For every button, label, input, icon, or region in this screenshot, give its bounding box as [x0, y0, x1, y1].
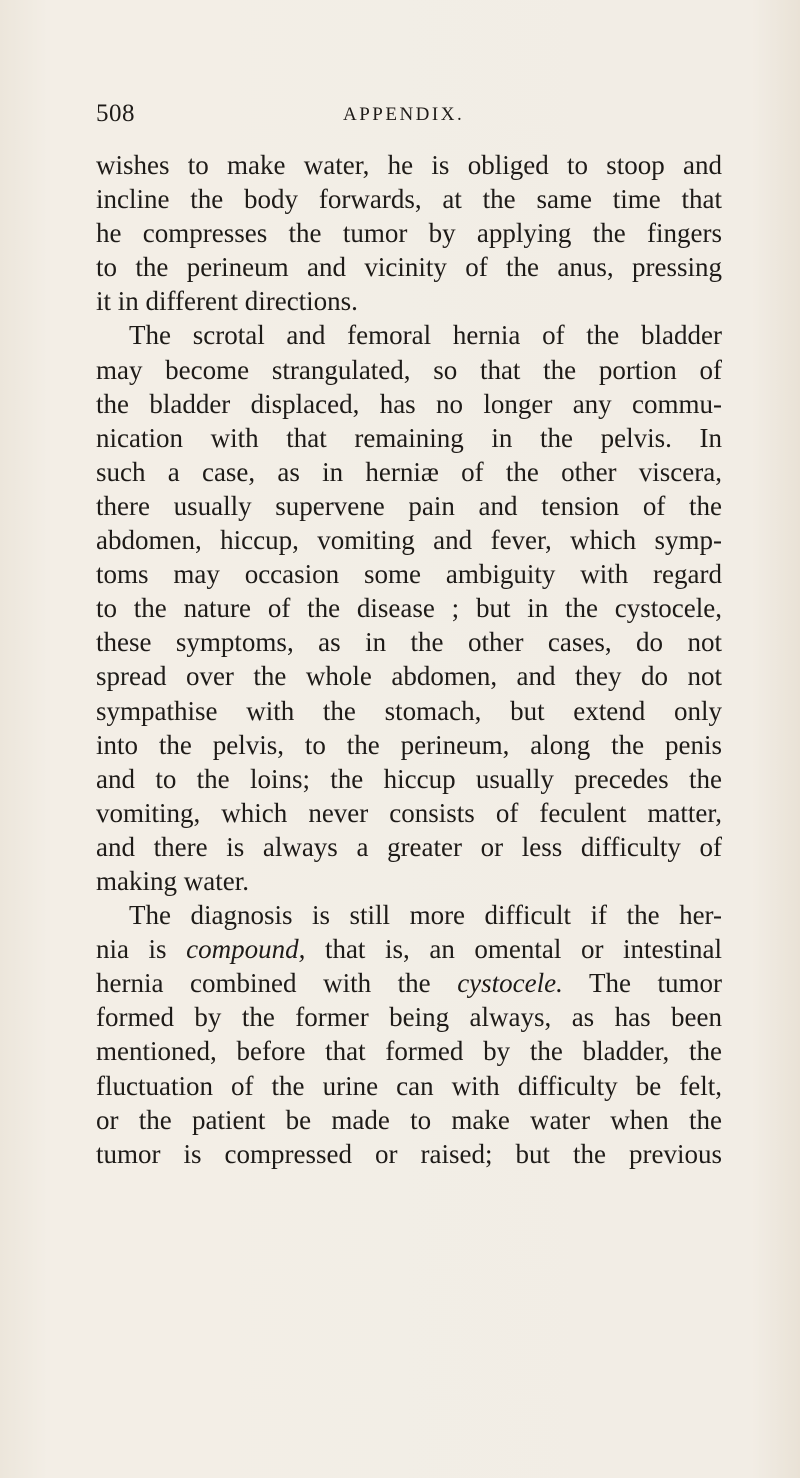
text-line: fluctuation of the urine can with difficulty be felt, — [96, 1070, 722, 1101]
text-line: there usually supervene pain and tension of the — [96, 490, 722, 521]
text-line — [96, 932, 722, 966]
text-line: The diagnosis is still more difficult if the her- — [129, 900, 722, 931]
text-line: or the patient be made to make water when the — [96, 1104, 722, 1135]
text-line: these symptoms, as in the other cases, do not — [96, 627, 722, 658]
text-line: the bladder displaced, has no longer any commu- — [96, 388, 722, 419]
text-line: and there is always a greater or less difficulty of — [96, 831, 722, 862]
italic-term: compound, — [186, 934, 306, 965]
text-segment: hernia combined with the — [96, 968, 458, 999]
text-line: incline the body forwards, at the same time that — [96, 184, 722, 215]
text-line: vomiting, which never consists of feculent matter, — [96, 797, 722, 828]
text-line: it in different directions. — [96, 286, 358, 317]
text-line: The scrotal and femoral hernia of the bladder — [129, 320, 722, 351]
text-line: and to the loins; the hiccup usually precedes the — [96, 763, 722, 794]
text-segment: that is, an omental or intestinal — [305, 934, 722, 965]
italic-term: cystocele. — [457, 968, 563, 999]
page-header — [96, 100, 722, 136]
text-line: spread over the whole abdomen, and they do not — [96, 661, 722, 692]
running-head: APPENDIX. — [343, 104, 465, 125]
text-line: abdomen, hiccup, vomiting and fever, which symp- — [96, 525, 722, 556]
body-text — [96, 148, 722, 1171]
text-segment: nia is — [96, 934, 187, 965]
text-line: making water. — [96, 865, 249, 896]
text-line: he compresses the tumor by applying the fingers — [96, 218, 722, 249]
text-line: to the perineum and vicinity of the anus, pressing — [96, 252, 722, 283]
text-line: toms may occasion some ambiguity with regard — [96, 559, 722, 590]
text-line: nication with that remaining in the pelvis. In — [96, 422, 722, 453]
text-line: mentioned, before that formed by the bladder, the — [96, 1036, 722, 1067]
text-line: sympathise with the stomach, but extend only — [96, 695, 722, 726]
text-line: into the pelvis, to the perineum, along the penis — [96, 729, 722, 760]
text-line: wishes to make water, he is obliged to stoop and — [96, 150, 722, 180]
text-line: formed by the former being always, as has been — [96, 1002, 722, 1033]
text-line: may become strangulated, so that the portion of — [96, 354, 722, 385]
text-line: tumor is compressed or raised; but the previous — [96, 1138, 722, 1169]
text-line: to the nature of the disease ; but in the cystocele, — [96, 593, 722, 624]
text-segment: The tumor — [562, 968, 723, 999]
page-number: 508 — [96, 100, 135, 127]
text-line: such a case, as in herniæ of the other viscera, — [96, 456, 722, 487]
text-line — [96, 966, 722, 1000]
